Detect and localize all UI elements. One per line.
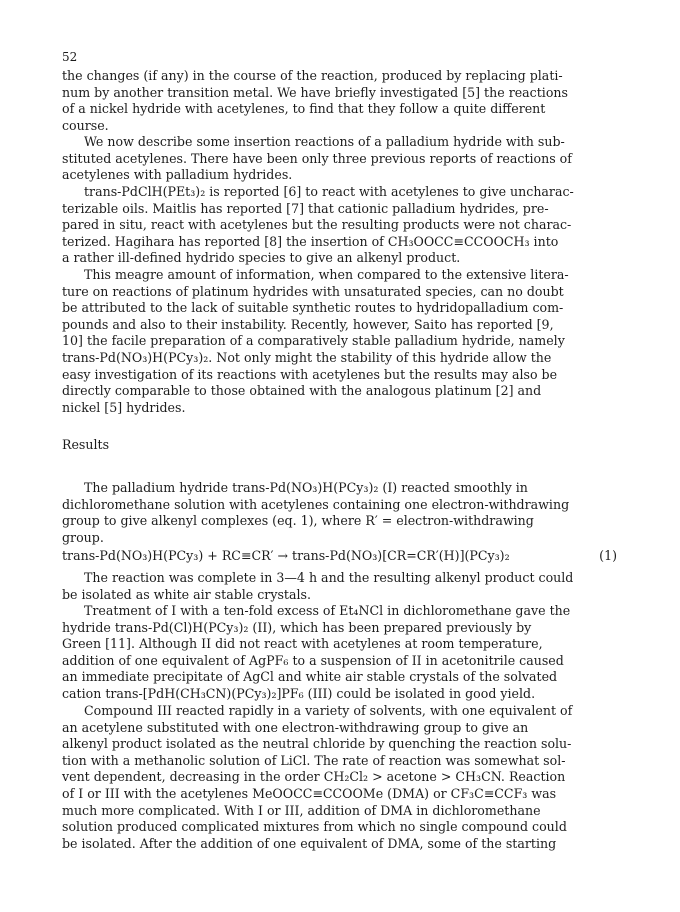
text-line: alkenyl product isolated as the neutral chloride by quenching the reaction solu- xyxy=(62,736,572,752)
text-line: acetylenes with palladium hydrides. xyxy=(62,167,293,183)
text-line: an immediate precipitate of AgCl and white air stable crystals of the solvated xyxy=(62,669,558,685)
text-line: addition of one equivalent of AgPF₆ to a suspension of II in acetonitrile caused xyxy=(62,652,564,668)
text-line: This meagre amount of information, when compared to the extensive litera- xyxy=(84,267,569,282)
intro-paragraph-4 xyxy=(62,267,617,416)
results-paragraph-1 xyxy=(62,480,617,546)
text-line: We now describe some insertion reactions of a palladium hydride with sub- xyxy=(84,134,565,149)
text-line: much more complicated. With I or III, addition of DMA in dichloromethane xyxy=(62,802,541,818)
text-line: pared in situ, react with acetylenes but the resulting products were not charac- xyxy=(62,217,572,233)
text-line: dichloromethane solution with acetylenes containing one electron-withdrawing xyxy=(62,496,570,512)
text-line: be isolated. After the addition of one equivalent of DMA, some of the starting xyxy=(62,835,557,851)
results-paragraph-3 xyxy=(62,603,617,703)
text-line: the changes (if any) in the course of the reaction, produced by replacing plati- xyxy=(62,68,563,83)
text-line: ture on reactions of platinum hydrides with unsaturated species, can no doubt xyxy=(62,283,564,299)
page-number: 52 xyxy=(62,50,78,64)
text-line: The reaction was complete in 3—4 h and the resulting alkenyl product could xyxy=(84,570,574,585)
text-line: easy investigation of its reactions with acetylenes but the results may also be xyxy=(62,366,558,382)
text-line: solution produced complicated mixtures from which no single compound could xyxy=(62,819,567,835)
intro-paragraph-2 xyxy=(62,134,617,184)
text-line: hydride trans-Pd(Cl)H(PCy₃)₂ (II), which has been prepared previously by xyxy=(62,619,532,635)
text-line: terizable oils. Maitlis has reported [7] that cationic palladium hydrides, pre- xyxy=(62,200,549,216)
results-paragraph-4 xyxy=(62,703,617,852)
equation-text: trans-Pd(NO₃)H(PCy₃) + RC≡CR′ → trans-Pd(NO₃)[CR=CR′(H)](PCy₃)₂ xyxy=(62,548,510,563)
text-line: trans-PdClH(PEt₃)₂ is reported [6] to react with acetylenes to give uncharac- xyxy=(84,184,574,199)
text-line: directly comparable to those obtained with the analogous platinum [2] and xyxy=(62,383,542,399)
text-line: course. xyxy=(62,117,109,133)
text-line: tion with a methanolic solution of LiCl. The rate of reaction was somewhat sol- xyxy=(62,752,566,768)
text-line: a rather ill-defined hydrido species to give an alkenyl product. xyxy=(62,250,461,266)
text-line: be attributed to the lack of suitable synthetic routes to hydridopalladium com- xyxy=(62,300,564,316)
text-line: be isolated as white air stable crystals. xyxy=(62,586,311,602)
text-line: cation trans-[PdH(CH₃CN)(PCy₃)₂]PF₆ (III) could be isolated in good yield. xyxy=(62,685,536,701)
text-line: 10] the facile preparation of a comparatively stable palladium hydride, namely xyxy=(62,333,565,349)
text-line: an acetylene substituted with one electron-withdrawing group to give an xyxy=(62,719,529,735)
section-heading-results: Results xyxy=(62,437,110,452)
text-line: nickel [5] hydrides. xyxy=(62,399,186,415)
text-line: vent dependent, decreasing in the order CH₂Cl₂ > acetone > CH₃CN. Reaction xyxy=(62,769,566,785)
text-line: group to give alkenyl complexes (eq. 1), where R′ = electron-withdrawing xyxy=(62,513,534,529)
equation-number: (1) xyxy=(599,548,617,563)
text-line: group. xyxy=(62,529,104,545)
text-line: trans-Pd(NO₃)H(PCy₃)₂. Not only might the stability of this hydride allow the xyxy=(62,349,552,365)
intro-paragraph-1 xyxy=(62,68,617,134)
text-line: stituted acetylenes. There have been only three previous reports of reactions of xyxy=(62,150,572,166)
text-line: of I or III with the acetylenes MeOOCC≡CCOOMe (DMA) or CF₃C≡CCF₃ was xyxy=(62,785,557,801)
text-line: Treatment of I with a ten-fold excess of Et₄NCl in dichloromethane gave the xyxy=(84,603,571,618)
results-paragraph-2 xyxy=(62,570,617,603)
text-line: of a nickel hydride with acetylenes, to find that they follow a quite different xyxy=(62,101,546,117)
text-line: Green [11]. Although II did not react with acetylenes at room temperature, xyxy=(62,636,543,652)
text-line: The palladium hydride trans-Pd(NO₃)H(PCy₃)₂ (I) reacted smoothly in xyxy=(84,480,528,495)
text-line: Compound III reacted rapidly in a variety of solvents, with one equivalent of xyxy=(84,703,573,718)
equation-1 xyxy=(62,548,617,565)
text-line: pounds and also to their instability. Recently, however, Saito has reported [9, xyxy=(62,316,554,332)
text-line: num by another transition metal. We have briefly investigated [5] the reactions xyxy=(62,84,568,100)
text-line: terized. Hagihara has reported [8] the insertion of CH₃OOCC≡CCOOCH₃ into xyxy=(62,233,559,249)
intro-paragraph-3 xyxy=(62,184,617,267)
